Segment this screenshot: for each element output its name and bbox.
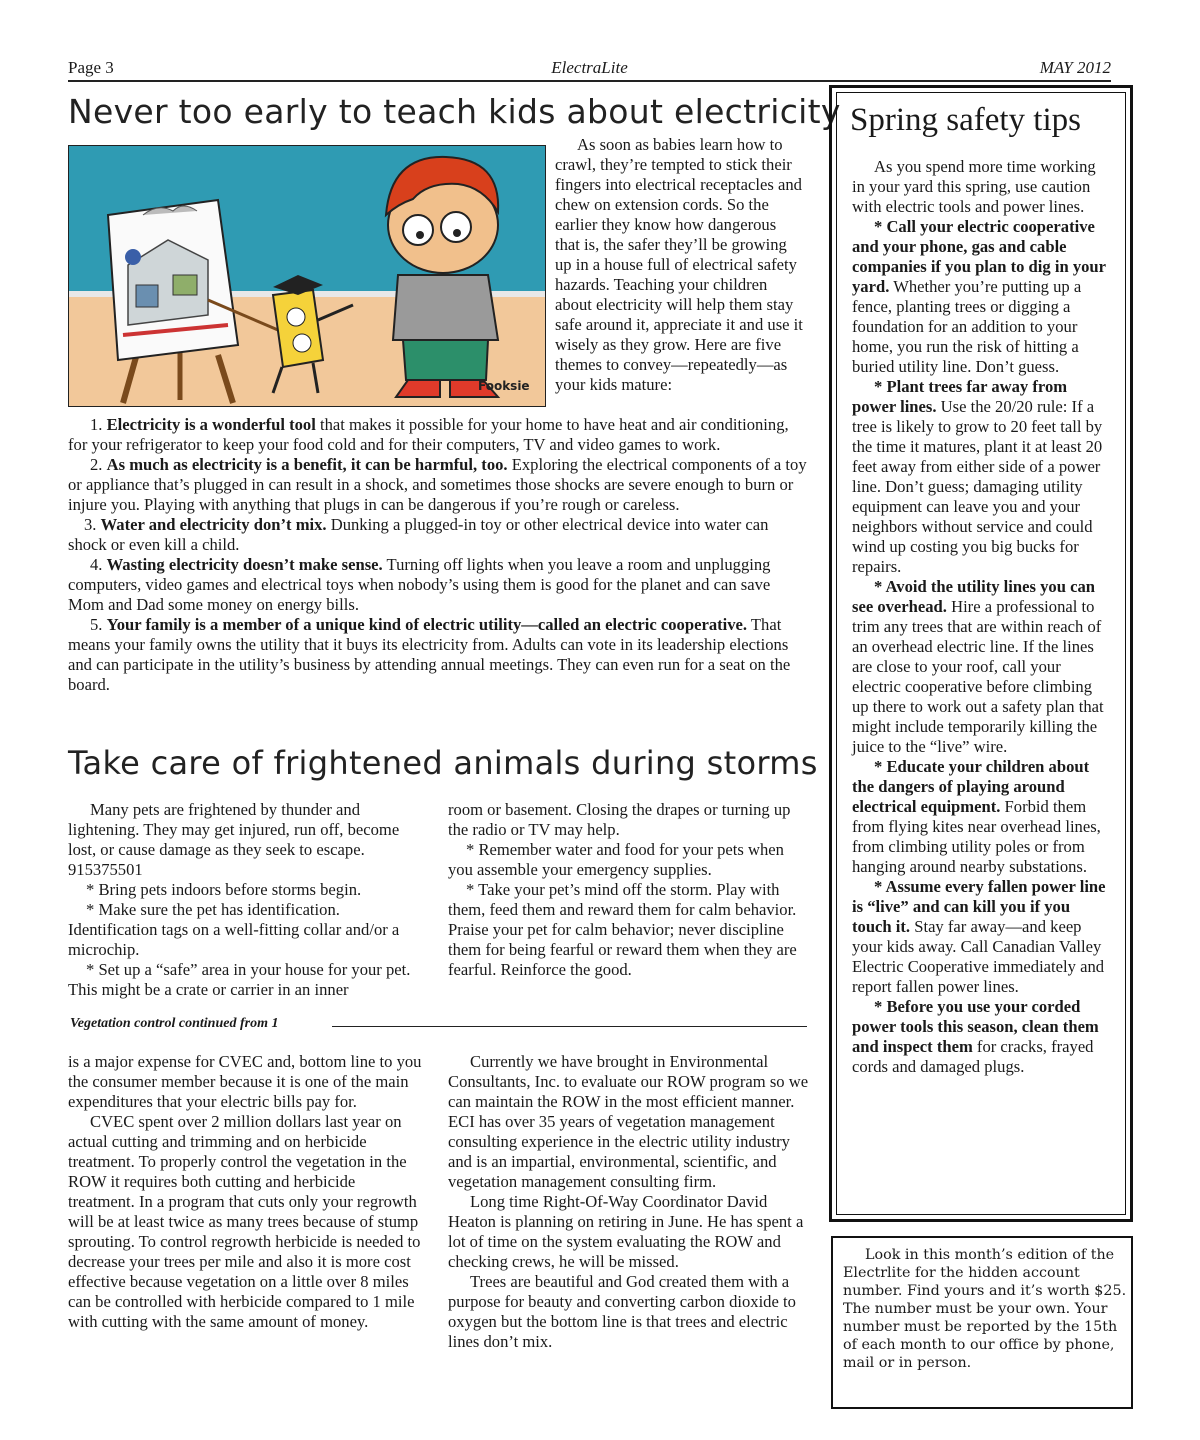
article3-column-2 bbox=[448, 1052, 810, 1352]
tip-item: * Call your electric cooperative and your phone, gas and cable companies if you plan to dig in your yard. Whether you’re putting up a fence, planting trees or digging a foundation for an addition to your home, you run the risk of hitting a buried utility line. Don’t guess. bbox=[852, 217, 1106, 376]
tip-item: * Educate your children about the dangers of playing around electrical equipment. Forbid them from flying kites near overhead lines, from climbing utility poles or from hanging around nearby substations. bbox=[852, 757, 1101, 876]
paragraph: * Set up a “safe” area in your house for your pet. This might be a crate or carrier in an inner bbox=[68, 960, 411, 999]
paragraph: * Remember water and food for your pets when you assemble your emergency supplies. bbox=[448, 840, 784, 879]
page-header bbox=[68, 58, 1111, 82]
list-item: 3. Water and electricity don’t mix. Dunking a plugged-in toy or other electrical device into water can shock or even kill a child. bbox=[68, 515, 769, 554]
publication-name: ElectraLite bbox=[551, 58, 628, 77]
list-item: 5. Your family is a member of a unique kind of electric utility—called an electric cooperative. That means your family owns the utility that it buys its electricity from. Adults can vote in its leadership elections and can participate in the utility’s business by attending annual meetings. They can even run for a seat on the board. bbox=[68, 615, 791, 694]
article3-column-1 bbox=[68, 1052, 423, 1332]
article1-list bbox=[68, 415, 808, 695]
page-number: Page 3 bbox=[68, 58, 114, 77]
notice-text: Look in this month’s edition of the Electrlite for the hidden account number. Find yours and it’s worth $25. The number must be your own. Your number must be reported by the 15th of each month to our office by phone, mail or in person. bbox=[843, 1247, 1127, 1371]
cartoon-illustration bbox=[68, 145, 546, 407]
tip-item: * Plant trees far away from power lines. Use the 20/20 rule: If a tree is likely to grow to 20 feet tall by the time it matures, plant it at least 20 feet away from either side of a power line. Don’t guess; damaging utility equipment can leave you and your neighbors without service and could wind up costing you big bucks for repairs. bbox=[852, 377, 1103, 576]
notice-body bbox=[843, 1246, 1127, 1372]
list-item: 4. Wasting electricity doesn’t make sense. Turning off lights when you leave a room and unplugging computers, video games and electrical toys when nobody’s using them is good for the planet and can save Mom and Dad some money on energy bills. bbox=[68, 555, 771, 614]
paragraph: Trees are beautiful and God created them with a purpose for beauty and converting carbon dioxide to oxygen but the bottom line is that trees and electric lines don’t mix. bbox=[448, 1272, 796, 1351]
paragraph: is a major expense for CVEC and, bottom line to you the consumer member because it is one of the main expenditures that your electric bills pay for. bbox=[68, 1052, 422, 1111]
paragraph: Long time Right-Of-Way Coordinator David Heaton is planning on retiring in June. He has spent a lot of time on the system evaluating the ROW and checking crews, he will be missed. bbox=[448, 1192, 804, 1271]
divider bbox=[332, 1026, 807, 1027]
continued-label: Vegetation control continued from 1 bbox=[70, 1016, 279, 1031]
cartoon-boy-with-outlet-teacher-icon bbox=[68, 145, 546, 407]
issue-date: MAY 2012 bbox=[1039, 58, 1111, 77]
article1-intro-paragraph: As soon as babies learn how to crawl, they’re tempted to stick their fingers into electrical receptacles and chew on extension cords. So the earlier they know how dangerous that is, the safer they’ll be growing up in a house full of electrical safety hazards. Teaching your children about electricity will help them stay safe around it, appreciate it and use it wisely as they grow. Here are five themes to convey—repeatedly—as your kids mature: bbox=[555, 135, 803, 394]
article2-column-2 bbox=[448, 800, 808, 980]
continued-banner bbox=[70, 1014, 807, 1036]
paragraph: * Bring pets indoors before storms begin. bbox=[86, 880, 362, 899]
artist-signature: Fooksie bbox=[478, 379, 530, 393]
spring-safety-sidebar bbox=[829, 85, 1133, 1222]
paragraph: * Make sure the pet has identification. Identification tags on a well-fitting collar and/or a microchip. bbox=[68, 900, 400, 959]
sidebar-body bbox=[852, 157, 1108, 1077]
paragraph: * Take your pet’s mind off the storm. Play with them, feed them and reward them for calm behavior. Praise your pet for calm behavior; never discipline them for being fearful or reward them when they are fearful. Reinforce the good. bbox=[448, 880, 797, 979]
list-item: 1. Electricity is a wonderful tool that makes it possible for your home to have heat and air conditioning, for your refrigerator to keep your food cold and for their computers, TV and video games to work. bbox=[68, 415, 789, 454]
paragraph: room or basement. Closing the drapes or turning up the radio or TV may help. bbox=[448, 800, 791, 839]
tip-item: * Assume every fallen power line is “live” and can kill you if you touch it. Stay far away—and keep your kids away. Call Canadian Valley Electric Cooperative immediately and report fallen power lines. bbox=[852, 877, 1106, 996]
paragraph: Many pets are frightened by thunder and lightening. They may get injured, run off, become lost, or cause damage as they seek to escape. 915375501 bbox=[68, 800, 400, 879]
article1-intro bbox=[555, 135, 805, 395]
tip-item: * Before you use your corded power tools this season, clean them and inspect them for cracks, frayed cords and damaged plugs. bbox=[852, 997, 1099, 1076]
tip-item: * Avoid the utility lines you can see overhead. Hire a professional to trim any trees that are within reach of an overhead electric line. If the lines are close to your roof, call your electric cooperative before climbing up there to work out a safety plan that might include temporarily killing the juice to the “live” wire. bbox=[852, 577, 1104, 756]
paragraph: Currently we have brought in Environmental Consultants, Inc. to evaluate our ROW program so we can maintain the ROW in the most efficient manner. ECI has over 35 years of vegetation management consulting experience in the electric utility industry and is an impartial, environmental, scientific, and vegetation management consulting firm. bbox=[448, 1052, 809, 1191]
paragraph: CVEC spent over 2 million dollars last year on actual cutting and trimming and on herbicide treatment. To properly control the vegetation in the ROW it requires both cutting and herbicide treatment. In a program that cuts only your regrowth will be at least twice as many trees because of stump sprouting. To control regrowth herbicide is needed to decrease your trees per mile and also it is more cost effective because vegetation on a little over 8 miles can be controlled with herbicide compared to 1 mile with cutting with the same amount of money. bbox=[68, 1112, 421, 1331]
hidden-account-notice bbox=[831, 1236, 1133, 1409]
paragraph: As you spend more time working in your yard this spring, use caution with electric tools and power lines. bbox=[852, 157, 1096, 216]
article1-headline: Never too early to teach kids about electricity bbox=[68, 92, 841, 131]
sidebar-title: Spring safety tips bbox=[850, 102, 1081, 138]
article2-headline: Take care of frightened animals during storms bbox=[68, 744, 818, 782]
list-item: 2. As much as electricity is a benefit, it can be harmful, too. Exploring the electrical components of a toy or appliance that’s plugged in can result in a shock, and sometimes those shocks are severe enough to burn or injure you. Playing with anything that plugs in can be dangerous if you’re rough or careless. bbox=[68, 455, 807, 514]
article2-column-1 bbox=[68, 800, 418, 1000]
